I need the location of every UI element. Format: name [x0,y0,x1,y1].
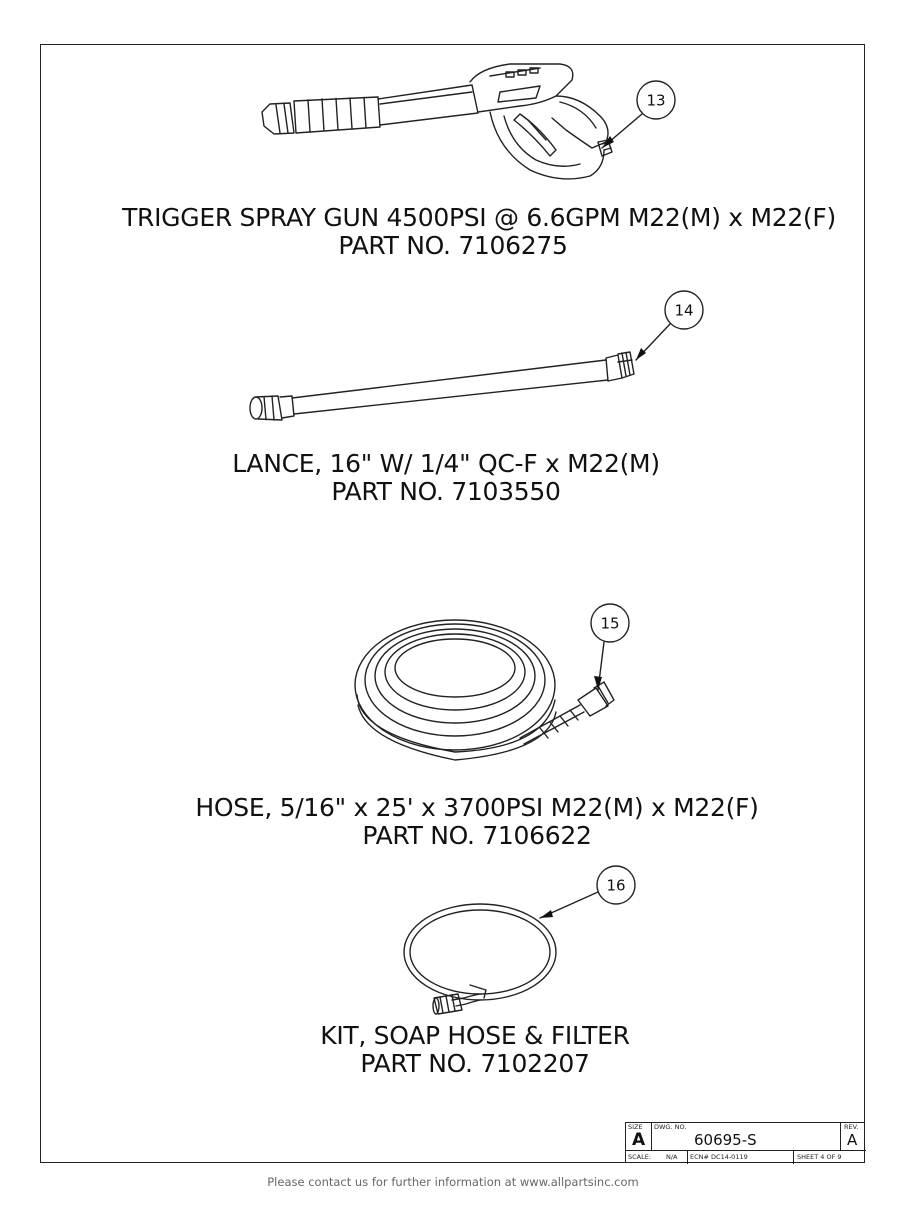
spray-gun-illustration [262,64,612,179]
dwg-no-cell [652,1123,841,1151]
size-value: A [632,1130,646,1150]
ecn-cell [688,1151,794,1164]
part-caption-13 [0,204,906,260]
soap-hose-illustration [404,904,556,1014]
part-caption-15 [0,794,906,850]
leader-arrow-16 [540,910,553,918]
part-description: HOSE, 5/16" x 25' x 3700PSI M22(M) x M22(F) [195,793,759,822]
part-number: PART NO. 7102207 [360,1049,590,1078]
sheet-text: SHEET 4 OF 9 [797,1153,842,1161]
lance-illustration [250,352,634,420]
dwg-no-value: 60695-S [694,1131,757,1149]
scale-label: SCALE: [628,1153,652,1161]
part-caption-16 [0,1022,906,1078]
part-description: LANCE, 16" W/ 1/4" QC-F x M22(M) [232,449,660,478]
footer-contact-text: Please contact us for further information at www.allpartsinc.com [267,1175,639,1189]
title-block [625,1122,865,1163]
balloon-number-15: 15 [600,614,620,633]
scale-cell [626,1151,688,1164]
part-description: KIT, SOAP HOSE & FILTER [320,1021,630,1050]
rev-value: A [847,1131,858,1149]
ecn-text: ECN# DC14-0119 [690,1153,748,1161]
balloon-number-13: 13 [646,91,666,110]
scale-value: N/A [666,1153,678,1161]
dwg-no-label: DWG. NO. [654,1123,687,1131]
size-label: SIZE [628,1123,643,1131]
part-number: PART NO. 7103550 [331,477,561,506]
balloon-number-16: 16 [606,876,626,895]
part-description: TRIGGER SPRAY GUN 4500PSI @ 6.6GPM M22(M) x M22(F) [122,203,836,232]
part-number: PART NO. 7106622 [362,821,592,850]
size-cell [626,1123,652,1151]
balloon-number-14: 14 [674,301,694,320]
sheet-cell [794,1151,866,1164]
hose-coil-illustration [355,620,614,760]
leader-arrow-14 [636,348,646,360]
part-caption-14 [0,450,906,506]
part-number: PART NO. 7106275 [338,231,568,260]
rev-label: REV. [844,1123,859,1131]
rev-cell [841,1123,866,1151]
